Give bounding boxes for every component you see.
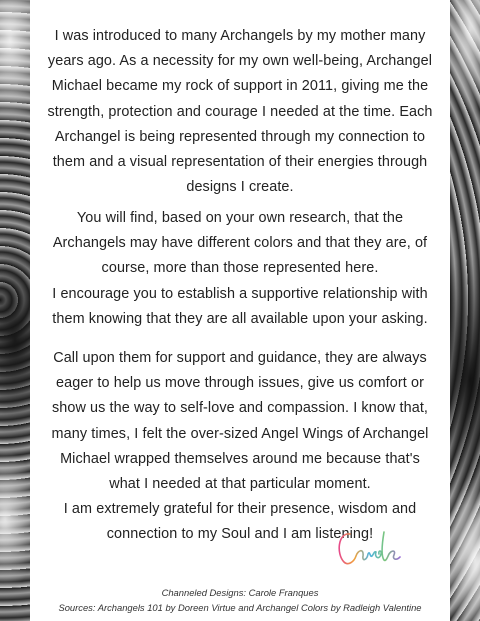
text-line: eager to help us move through issues, give us comfort or xyxy=(56,375,424,392)
text-line: Archangels may have different colors and that they are, of xyxy=(52,235,428,252)
text-line: You will find, based on your own research, that the xyxy=(76,210,404,226)
text-line: them knowing that they are all available upon your asking. xyxy=(52,310,428,327)
text-line: connection to my Soul and I am listening! xyxy=(106,526,374,543)
handwritten-signature xyxy=(334,524,404,574)
text-line: years ago. As a necessity for my own well-being, Archangel xyxy=(47,53,433,70)
paragraph-introduction xyxy=(30,24,450,200)
text-line: I was introduced to many Archangels by my mother many xyxy=(54,28,426,44)
footer-credits: Channeled Designs: Carole Franques xyxy=(161,587,319,598)
text-line: strength, protection and courage I needed at the time. Each xyxy=(47,103,433,120)
text-line: them and a visual representation of their energies through xyxy=(52,154,428,171)
text-line: show us the way to self-love and compassion. I know that, xyxy=(51,400,429,417)
text-line: Michael became my rock of support in 2011, giving me the xyxy=(51,78,429,95)
text-line: I am extremely grateful for their presence, wisdom and xyxy=(63,501,417,518)
text-line: designs I create. xyxy=(186,179,294,196)
signature-stroke xyxy=(339,532,400,564)
text-line: Call upon them for support and guidance, they are always xyxy=(53,350,427,366)
paragraph-guidance xyxy=(30,346,450,548)
text-line: course, more than those represented here. xyxy=(101,260,379,277)
text-line: Archangel is being represented through my connection to xyxy=(54,128,426,145)
text-panel xyxy=(30,0,450,621)
footer-sources: Sources: Archangels 101 by Doreen Virtue and Archangel Colors by Radleigh Valentine xyxy=(58,602,422,613)
text-line: Michael wrapped themselves around me because that's xyxy=(60,450,420,467)
text-line: many times, I felt the over-sized Angel Wings of Archangel xyxy=(51,425,429,442)
paragraph-research xyxy=(30,206,450,332)
text-line: I encourage you to establish a supportive relationship with xyxy=(52,285,428,302)
text-line: what I needed at that particular moment. xyxy=(109,476,371,493)
